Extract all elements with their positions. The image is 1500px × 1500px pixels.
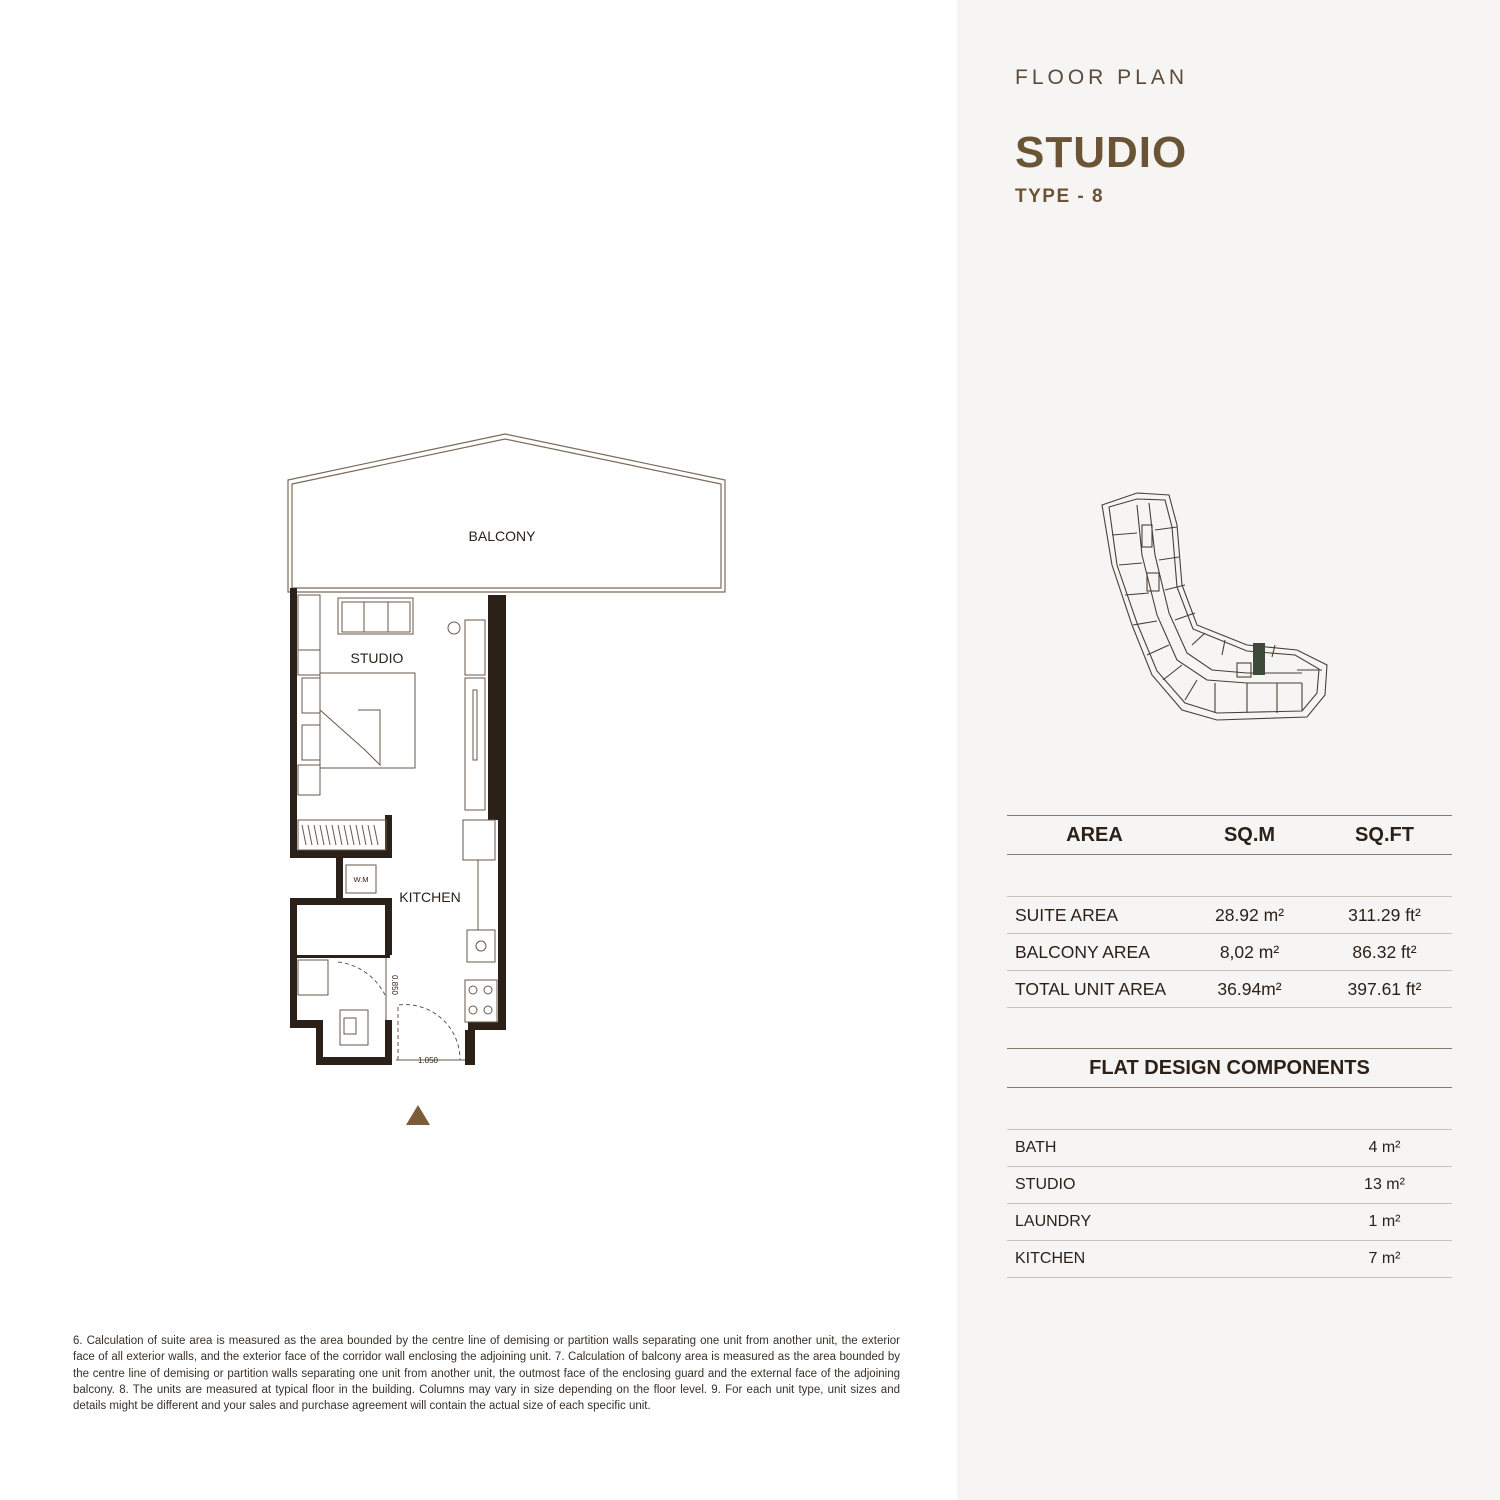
table-row [1007,1204,1452,1241]
components-title: FLAT DESIGN COMPONENTS [1007,1048,1452,1088]
bathroom-walls [290,905,390,958]
area-table [1007,815,1452,1008]
component-value: 4 m² [1368,1139,1401,1156]
row-sqft: 311.29 ft² [1348,904,1421,925]
unit-highlight-marker [1253,643,1265,675]
balcony-label: BALCONY [468,528,536,544]
right-pane [957,0,1500,1500]
component-value: 7 m² [1368,1250,1401,1267]
component-value: 13 m² [1364,1176,1405,1193]
building-key-plan [1097,485,1337,730]
component-value: 1 m² [1368,1213,1401,1230]
row-sqm: 8,02 m² [1219,941,1280,962]
kitchen-label: KITCHEN [399,889,461,905]
door-dimension-vertical: 0.850 [390,974,399,996]
page-subtitle: TYPE - 8 [1015,186,1105,207]
area-table-header [1007,815,1452,855]
table-spacer [1007,1088,1452,1130]
component-name: BATH [1015,1139,1057,1156]
component-name: KITCHEN [1015,1250,1086,1267]
table-row [1007,1167,1452,1204]
row-name: TOTAL UNIT AREA [1015,978,1167,999]
table-row [1007,934,1452,971]
balcony-outline [288,434,725,592]
row-name: BALCONY AREA [1015,941,1150,962]
component-name: LAUNDRY [1015,1213,1092,1230]
key-plan-svg [1097,485,1337,730]
studio-label: STUDIO [350,650,404,666]
floor-plan-drawing [270,420,750,1140]
header-sqm: SQ.M [1223,823,1276,846]
wm-label: W.M [353,875,369,884]
component-name: STUDIO [1015,1176,1076,1193]
page-title: STUDIO [1015,128,1188,177]
table-row [1007,1130,1452,1167]
row-name: SUITE AREA [1015,904,1119,925]
section-eyebrow: FLOOR PLAN [1015,66,1189,89]
header-sqft: SQ.FT [1355,823,1414,846]
floor-plan-svg [270,420,750,1140]
header-area: AREA [1066,823,1123,846]
row-sqft: 86.32 ft² [1352,941,1417,962]
table-row [1007,971,1452,1008]
footnote-text: 6. Calculation of suite area is measured as the area bounded by the centre line of demising or partition walls separating one unit from another unit, the exterior face of all exterior walls, and the exterior face of the corridor wall enclosing the adjoining unit. 7. Calculation of balcony area is measured as the area bounded by the centre line of demising or partition walls separating one unit from another unit, the outmost face of the enclosing guard and the external face of the adjoining balcony. 8. The units are measured at typical floor in the building. Columns may vary in size depending on the floor level. 9. For each unit type, unit sizes and details might be different and your sales and purchase agreement will contain the actual size of each specific unit. [73,1335,900,1413]
table-spacer [1007,855,1452,897]
row-sqft: 397.61 ft² [1347,978,1422,999]
door-dimension-horizontal: 1.050 [417,1056,439,1065]
row-sqm: 36.94m² [1217,978,1282,999]
row-sqm: 28.92 m² [1214,904,1285,925]
table-row [1007,1241,1452,1278]
table-row [1007,897,1452,934]
north-arrow-icon [406,1105,430,1125]
components-table [1007,1048,1452,1278]
